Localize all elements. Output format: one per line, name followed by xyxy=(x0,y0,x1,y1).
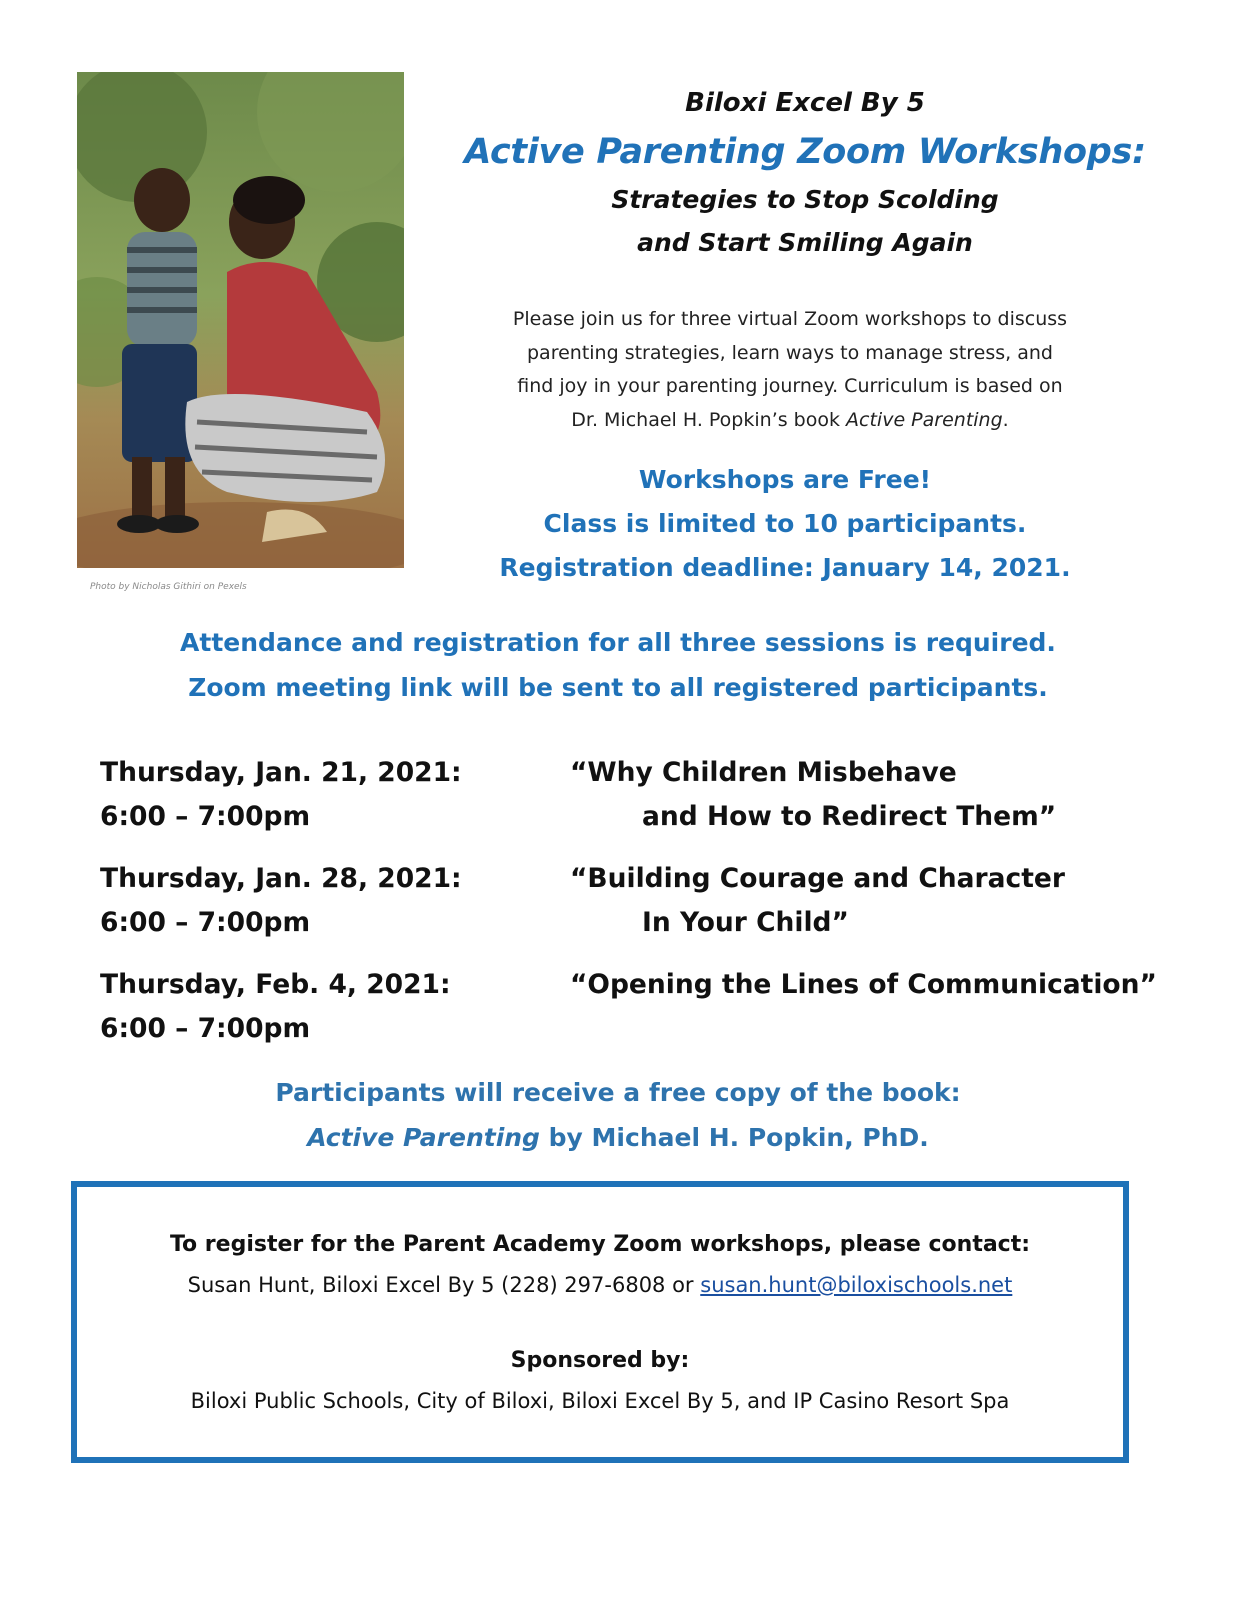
book-offer-line xyxy=(0,1115,1236,1160)
contact-details xyxy=(77,1265,1123,1305)
zoom-link-line: Zoom meeting link will be sent to all registered participants. xyxy=(188,673,1048,702)
intro-line: parenting strategies, learn ways to manage stress, and xyxy=(527,341,1053,364)
free-notice: Workshops are Free! xyxy=(638,465,932,494)
photo-illustration xyxy=(77,72,404,568)
mother-child-photo xyxy=(77,72,404,568)
intro-line xyxy=(450,404,1130,438)
intro-line: find joy in your parenting journey. Curriculum is based on xyxy=(517,375,1063,397)
registration-deadline: Registration deadline: January 14, 2021. xyxy=(499,553,1071,582)
contact-person: Susan Hunt, Biloxi Excel By 5 (228) 297-6808 or xyxy=(187,1273,701,1297)
intro-paragraph xyxy=(450,303,1130,437)
session-topic xyxy=(570,963,1157,1007)
topic-line: “Opening the Lines of Communication” xyxy=(570,969,1157,1000)
topic-line: and How to Redirect Them” xyxy=(642,801,1057,832)
topic-line: In Your Child” xyxy=(642,907,849,938)
intro-text: Dr. Michael H. Popkin’s book xyxy=(571,408,847,431)
session-topic xyxy=(570,857,1065,945)
contact-email-link[interactable]: susan.hunt@biloxischools.net xyxy=(700,1273,1013,1297)
photo-credit: Photo by Nicholas Githiri on Pexels xyxy=(90,582,247,592)
subtitle-line-2: and Start Smiling Again xyxy=(637,228,973,257)
session-date: Thursday, Jan. 28, 2021: xyxy=(100,863,462,894)
flyer-title: Active Parenting Zoom Workshops: xyxy=(464,132,1146,172)
session-time: 6:00 – 7:00pm xyxy=(100,907,311,938)
topic-line: “Why Children Misbehave xyxy=(570,757,957,788)
session-datetime xyxy=(100,857,462,945)
session-topic xyxy=(570,751,1056,839)
attendance-notice xyxy=(0,620,1236,710)
intro-line: Please join us for three virtual Zoom workshops to discuss xyxy=(512,308,1068,330)
book-offer-line: Participants will receive a free copy of the book: xyxy=(275,1078,961,1107)
class-limit: Class is limited to 10 participants. xyxy=(543,509,1027,538)
subtitle-line-1: Strategies to Stop Scolding xyxy=(611,185,999,214)
session-datetime xyxy=(100,751,462,839)
session-time: 6:00 – 7:00pm xyxy=(100,801,311,832)
sponsor-list: Biloxi Public Schools, City of Biloxi, Biloxi Excel By 5, and IP Casino Resort Spa xyxy=(190,1389,1010,1413)
session-datetime xyxy=(100,963,451,1051)
book-title: Active Parenting xyxy=(846,408,1003,431)
contact-heading: To register for the Parent Academy Zoom workshops, please contact: xyxy=(169,1232,1031,1257)
flyer-header xyxy=(430,80,1180,264)
sponsor-heading: Sponsored by: xyxy=(510,1348,690,1373)
attendance-line: Attendance and registration for all three sessions is required. xyxy=(180,628,1056,657)
book-title: Active Parenting xyxy=(307,1123,540,1152)
intro-text: . xyxy=(1002,408,1009,431)
session-date: Thursday, Feb. 4, 2021: xyxy=(100,969,451,1000)
session-time: 6:00 – 7:00pm xyxy=(100,1013,311,1044)
book-offer xyxy=(0,1070,1236,1160)
organization-name: Biloxi Excel By 5 xyxy=(685,88,925,118)
book-author: by Michael H. Popkin, PhD. xyxy=(539,1123,929,1152)
contact-box xyxy=(71,1181,1129,1463)
topic-line: “Building Courage and Character xyxy=(570,863,1065,894)
workshop-highlights xyxy=(430,458,1140,590)
session-date: Thursday, Jan. 21, 2021: xyxy=(100,757,462,788)
